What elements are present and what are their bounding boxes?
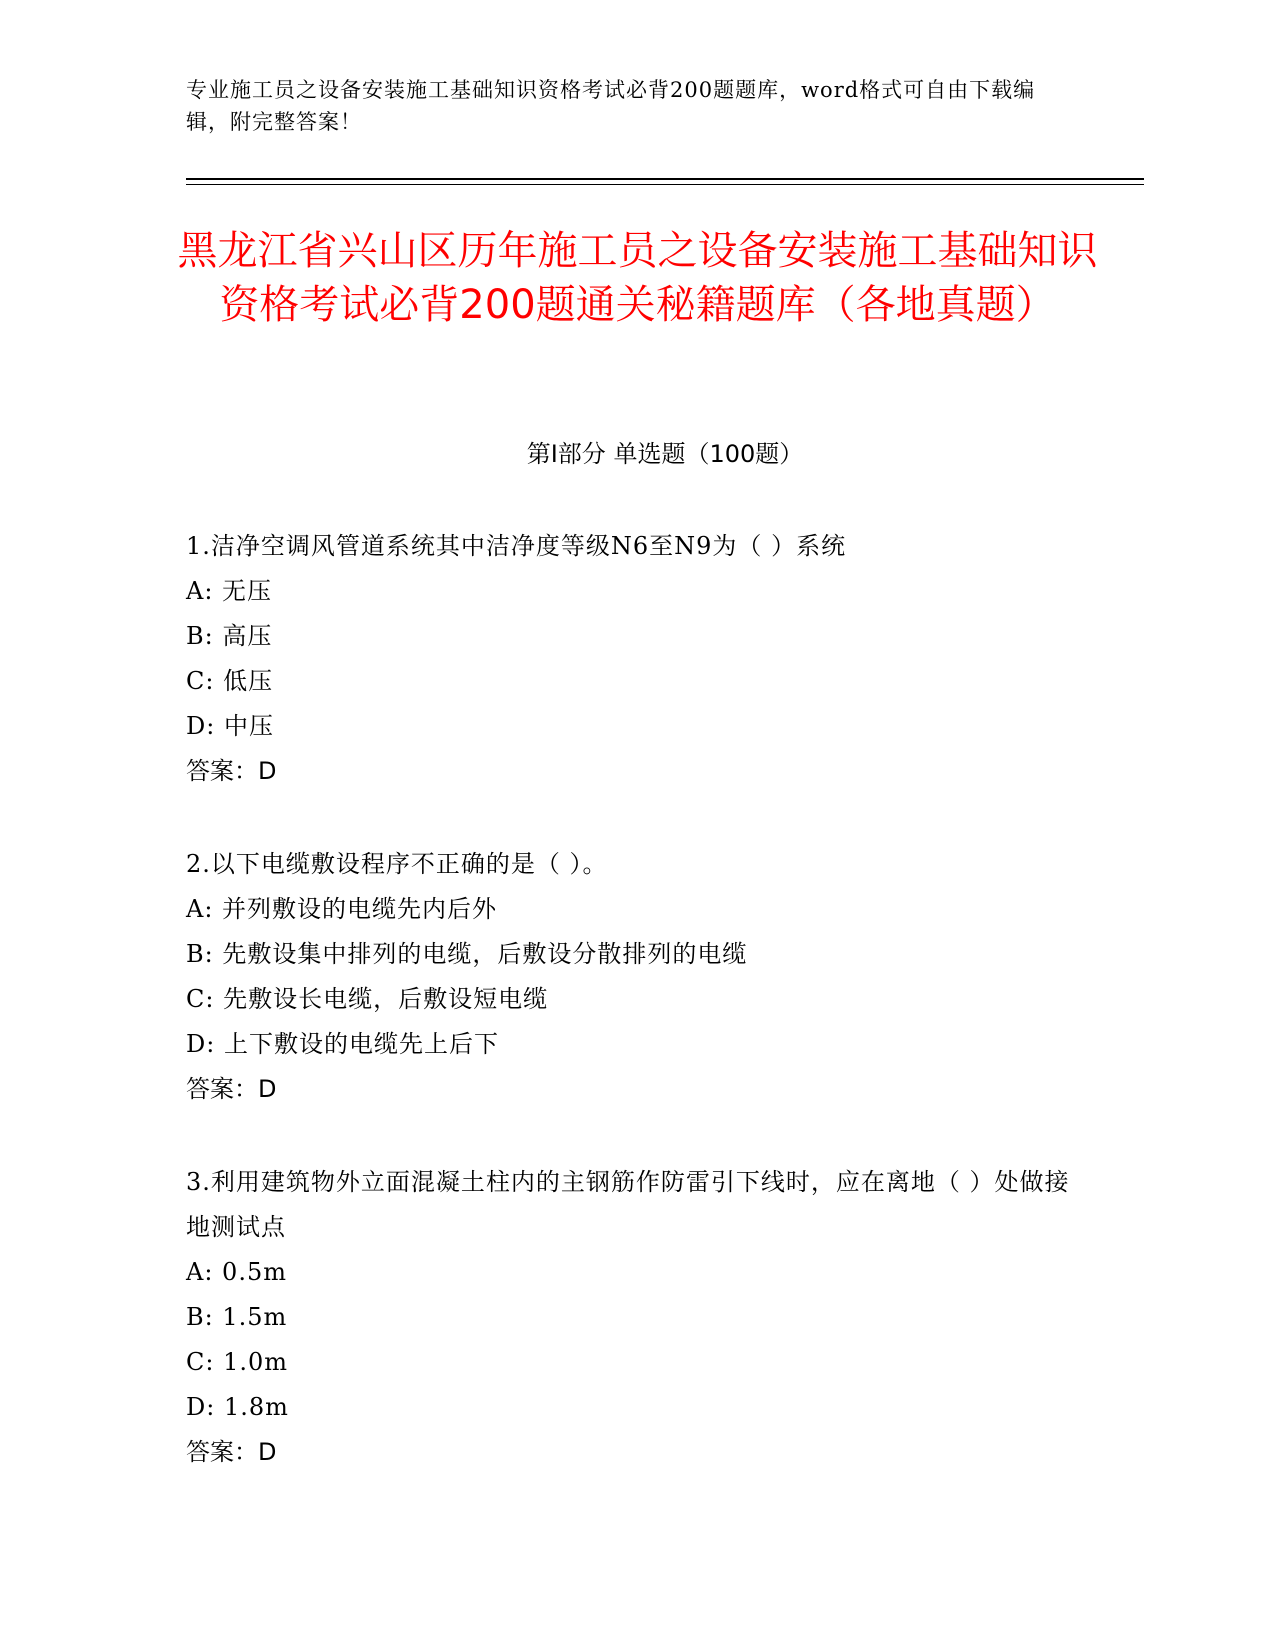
question-1 [186,524,1086,794]
option-c: C: 低压 [186,667,274,695]
section-title: 第Ⅰ部分 单选题（100题） [526,440,804,468]
question-stem: 1.洁净空调风管道系统其中洁净度等级N6至N9为（ ）系统 [186,532,847,560]
document-title: 黑龙江省兴山区历年施工员之设备安装施工基础知识资格考试必背200题通关秘籍题库（各地真题） [177,228,1098,328]
option-b: B: 先敷设集中排列的电缆，后敷设分散排列的电缆 [186,940,748,968]
option-d: D: 上下敷设的电缆先上后下 [186,1030,499,1058]
option-b: B: 高压 [186,622,273,650]
question-stem: 3.利用建筑物外立面混凝土柱内的主钢筋作防雷引下线时，应在离地（ ）处做接地测试点 [186,1168,1070,1241]
question-3 [186,1160,1086,1475]
option-a: A: 无压 [186,577,273,605]
option-a: A: 0.5m [186,1258,287,1286]
header-divider-thick [186,178,1144,180]
option-c: C: 先敷设长电缆，后敷设短电缆 [186,985,549,1013]
answer: 答案：D [186,757,277,785]
header-note: 专业施工员之设备安装施工基础知识资格考试必背200题题库，word格式可自由下载编辑，附完整答案！ [186,78,1036,134]
option-c: C: 1.0m [186,1348,289,1376]
option-b: B: 1.5m [186,1303,288,1331]
answer: 答案：D [186,1075,277,1103]
header-divider-thin [186,184,1144,185]
option-a: A: 并列敷设的电缆先内后外 [186,895,498,923]
question-2 [186,842,1086,1112]
question-stem: 2.以下电缆敷设程序不正确的是（ ）。 [186,850,608,878]
answer: 答案：D [186,1438,277,1466]
option-d: D: 1.8m [186,1393,289,1421]
option-d: D: 中压 [186,712,274,740]
